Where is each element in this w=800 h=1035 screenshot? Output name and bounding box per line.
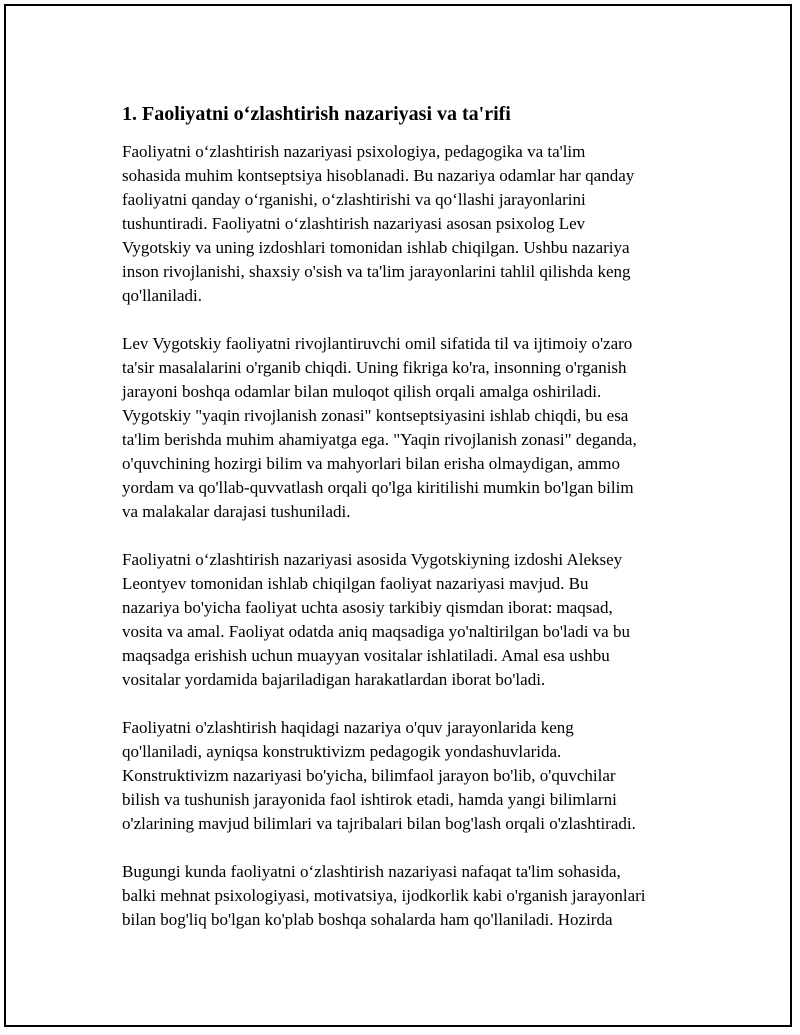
text-line: faoliyatni qanday oʻrganishi, oʻzlashtirishi va qoʻllashi jarayonlarini — [122, 190, 586, 209]
text-line: vositalar yordamida bajariladigan harakatlardan iborat bo'ladi. — [122, 670, 546, 689]
paragraph-gap — [122, 836, 712, 860]
page-frame — [4, 4, 792, 1027]
text-line: ta'sir masalalarini o'rganib chiqdi. Uning fikriga ko'ra, insonning o'rganish — [122, 358, 627, 377]
text-line: Leontyev tomonidan ishlab chiqilgan faoliyat nazariyasi mavjud. Bu — [122, 574, 589, 593]
document-body — [122, 102, 712, 932]
paragraph-gap — [122, 308, 712, 332]
text-line: nazariya bo'yicha faoliyat uchta asosiy tarkibiy qismdan iborat: maqsad, — [122, 598, 613, 617]
text-line: qo'llaniladi. — [122, 286, 203, 305]
text-line: Konstruktivizm nazariyasi bo'yicha, bilimfaol jarayon bo'lib, o'quvchilar — [122, 766, 616, 785]
paragraph-1 — [122, 140, 712, 308]
text-line: Vygotskiy "yaqin rivojlanish zonasi" kontseptsiyasini ishlab chiqdi, bu esa — [122, 406, 629, 425]
paragraph-4 — [122, 716, 712, 836]
text-line: Faoliyatni oʻzlashtirish nazariyasi psixologiya, pedagogika va ta'lim — [122, 142, 586, 161]
text-line: o'zlarining mavjud bilimlari va tajribalari bilan bog'lash orqali o'zlashtiradi. — [122, 814, 636, 833]
text-line: sohasida muhim kontseptsiya hisoblanadi. Bu nazariya odamlar har qanday — [122, 166, 635, 185]
text-line: tushuntiradi. Faoliyatni oʻzlashtirish nazariyasi asosan psixolog Lev — [122, 214, 586, 233]
text-line: bilan bog'liq bo'lgan ko'plab boshqa sohalarda ham qo'llaniladi. Hozirda — [122, 910, 613, 929]
text-line: qo'llaniladi, ayniqsa konstruktivizm pedagogik yondashuvlarida. — [122, 742, 562, 761]
text-line: vosita va amal. Faoliyat odatda aniq maqsadiga yo'naltirilgan bo'ladi va bu — [122, 622, 630, 641]
text-line: inson rivojlanishi, shaxsiy o'sish va ta'lim jarayonlarini tahlil qilishda keng — [122, 262, 631, 281]
section-heading: 1. Faoliyatni oʻzlashtirish nazariyasi va ta'rifi — [122, 103, 511, 125]
paragraph-2 — [122, 332, 712, 524]
text-line: o'quvchining hozirgi bilim va mahyorlari bilan erisha olmaydigan, ammo — [122, 454, 621, 473]
text-line: ta'lim berishda muhim ahamiyatga ega. "Yaqin rivojlanish zonasi" deganda, — [122, 430, 637, 449]
paragraph-gap — [122, 524, 712, 548]
paragraph-3 — [122, 548, 712, 692]
text-line: Lev Vygotskiy faoliyatni rivojlantiruvchi omil sifatida til va ijtimoiy o'zaro — [122, 334, 633, 353]
text-line: jarayoni boshqa odamlar bilan muloqot qilish orqali amalga oshiriladi. — [122, 382, 602, 401]
text-line: bilish va tushunish jarayonida faol ishtirok etadi, hamda yangi bilimlarni — [122, 790, 617, 809]
text-line: Vygotskiy va uning izdoshlari tomonidan ishlab chiqilgan. Ushbu nazariya — [122, 238, 630, 257]
text-line: maqsadga erishish uchun muayyan vositalar ishlatiladi. Amal esa ushbu — [122, 646, 610, 665]
text-line: yordam va qo'llab-quvvatlash orqali qo'lga kiritilishi mumkin bo'lgan bilim — [122, 478, 634, 497]
text-line: Faoliyatni oʻzlashtirish nazariyasi asosida Vygotskiyning izdoshi Aleksey — [122, 550, 623, 569]
paragraph-gap — [122, 692, 712, 716]
paragraph-5 — [122, 860, 712, 932]
text-line: va malakalar darajasi tushuniladi. — [122, 502, 351, 521]
text-line: balki mehnat psixologiyasi, motivatsiya, ijodkorlik kabi o'rganish jarayonlari — [122, 886, 646, 905]
text-line: Faoliyatni o'zlashtirish haqidagi nazariya o'quv jarayonlarida keng — [122, 718, 574, 737]
text-line: Bugungi kunda faoliyatni oʻzlashtirish nazariyasi nafaqat ta'lim sohasida, — [122, 862, 621, 881]
